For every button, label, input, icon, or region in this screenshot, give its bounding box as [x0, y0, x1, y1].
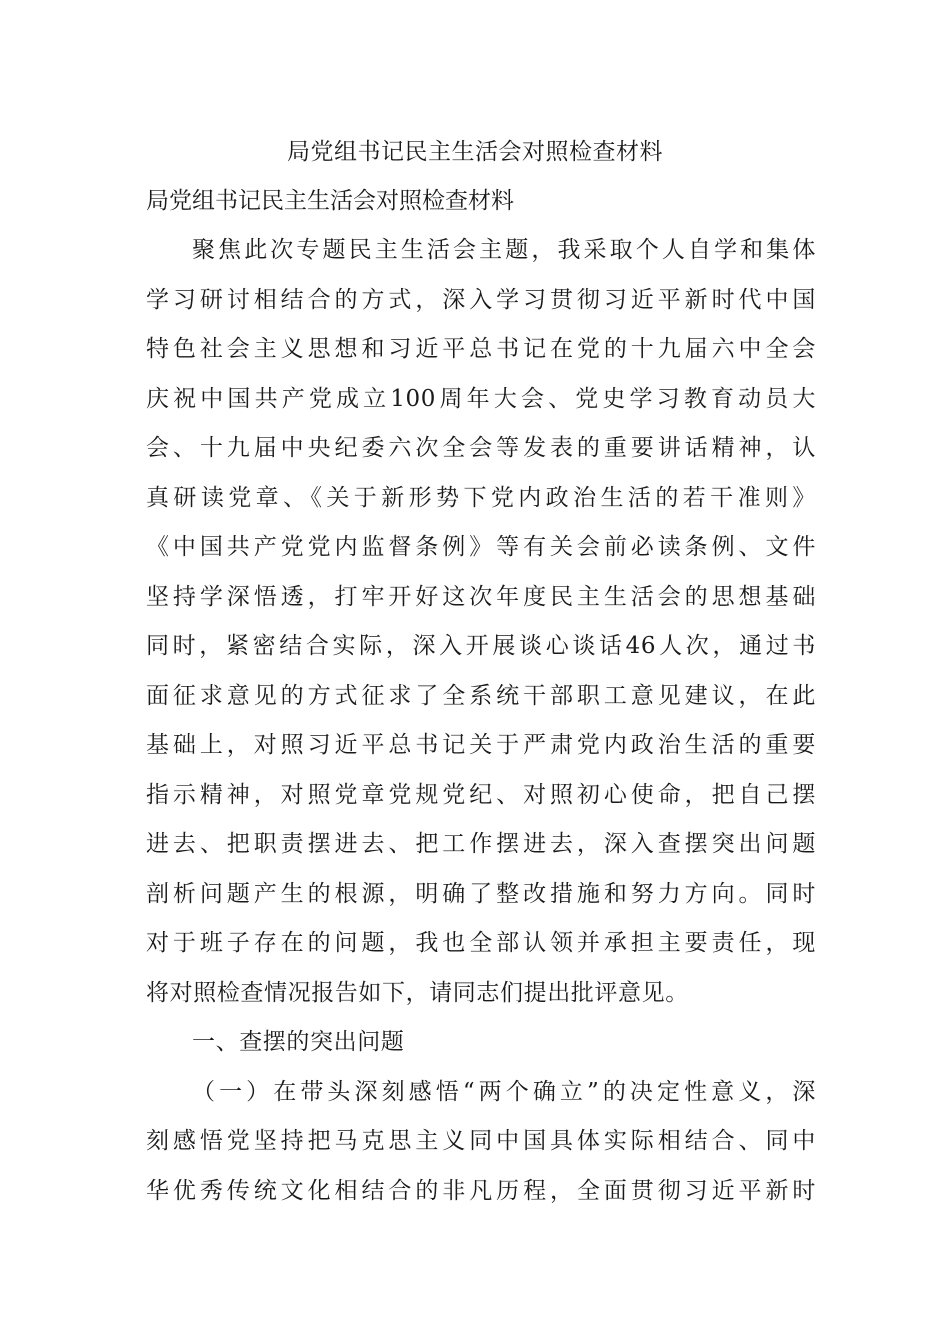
body-line: 真研读党章、《关于新形势下党内政治生活的若干准则》	[146, 484, 816, 511]
body-line: （一）在带头深刻感悟“两个确立”的决定性意义，深	[192, 1078, 816, 1105]
body-line: 刻感悟党坚持把马克思主义同中国具体实际相结合、同中	[146, 1128, 816, 1154]
document-title: 局党组书记民主生活会对照检查材料	[287, 139, 663, 165]
body-line: 指示精神，对照党章党规党纪、对照初心使命，把自己摆	[146, 781, 816, 808]
body-line: 面征求意见的方式征求了全系统干部职工意见建议，在此	[146, 682, 816, 709]
body-line: 剖析问题产生的根源，明确了整改措施和努力方向。同时	[146, 880, 816, 907]
body-line: 将对照检查情况报告如下，请同志们提出批评意见。	[146, 979, 689, 1006]
body-line: 特色社会主义思想和习近平总书记在党的十九届六中全会	[146, 336, 816, 362]
body-line: 同时，紧密结合实际，深入开展谈心谈话46人次，通过书	[146, 633, 816, 659]
body-line: 基础上，对照习近平总书记关于严肃党内政治生活的重要	[146, 732, 816, 758]
body-line: 华优秀传统文化相结合的非凡历程，全面贯彻习近平新时	[146, 1177, 816, 1204]
document-body	[146, 230, 816, 1220]
body-line: 庆祝中国共产党成立100周年大会、党史学习教育动员大	[146, 385, 816, 412]
body-line: 对于班子存在的问题，我也全部认领并承担主要责任，现	[146, 930, 816, 956]
body-line: 坚持学深悟透，打牢开好这次年度民主生活会的思想基础	[146, 583, 816, 610]
body-line: 《中国共产党党内监督条例》等有关会前必读条例、文件	[146, 534, 816, 560]
body-line: 会、十九届中央纪委六次全会等发表的重要讲话精神，认	[146, 435, 816, 461]
document-subtitle: 局党组书记民主生活会对照检查材料	[146, 188, 514, 214]
body-line: 聚焦此次专题民主生活会主题，我采取个人自学和集体	[192, 237, 816, 263]
section-heading: 一、查摆的突出问题	[192, 1029, 405, 1055]
body-line: 进去、把职责摆进去、把工作摆进去，深入查摆突出问题	[146, 831, 816, 857]
body-line: 学习研讨相结合的方式，深入学习贯彻习近平新时代中国	[146, 286, 816, 313]
